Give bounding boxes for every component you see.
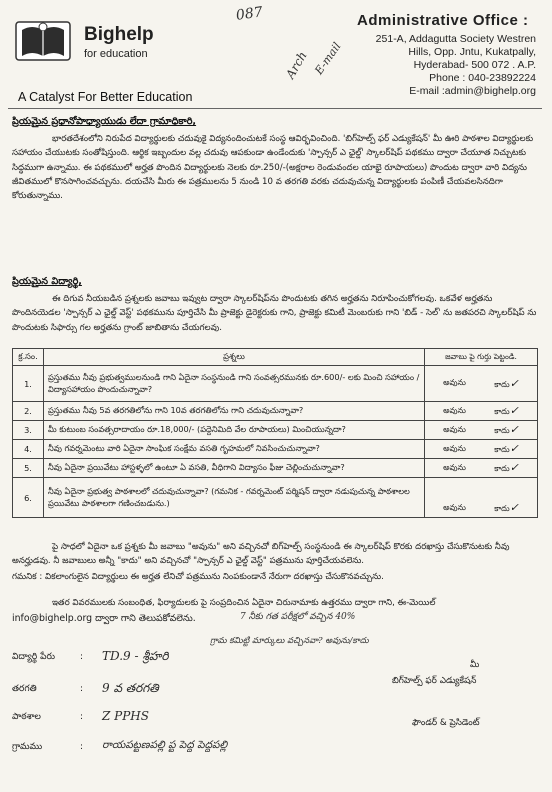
organization-signature: బిగ్‌హెల్ప్ ఫర్ ఎడ్యుకేషన్ [392, 676, 477, 686]
contact-email-line: info@bighelp.org ద్వారా గాని తెలుపకోవలెను. [12, 613, 196, 624]
handwritten-note: గ్రామ కమిట్టి మార్కులు వచ్చినవా? అవును/కాదు [210, 636, 369, 646]
brand-name: Bighelp [84, 24, 154, 45]
answer-cell [425, 440, 538, 459]
table-row [13, 478, 538, 518]
answer-cell [425, 402, 538, 421]
column-header-questions: ప్రశ్నలు [44, 349, 425, 366]
no-option[interactable]: కాదు✓ [494, 423, 519, 436]
student-greeting: ప్రియమైన విద్యార్థి, [12, 276, 82, 287]
table-row [13, 459, 538, 478]
check-mark-icon: ✓ [509, 461, 519, 474]
note-paragraph: గమనిక : వికలాంగులైన విద్యార్థులు ఈ అర్హత లేనిచో పత్రమును నింపకుండానే నేరుగా దరఖాస్తు చేసుకొనవచ్చును. [12, 572, 384, 582]
student-name-value[interactable]: TD.9 - శ్రీహరి [102, 649, 169, 663]
check-mark-icon: ✓ [509, 501, 519, 514]
answer-cell [425, 421, 538, 440]
tagline: A Catalyst For Better Education [18, 90, 193, 104]
class-row: తరగతి : 9 వ తరగతి [12, 684, 83, 696]
no-option[interactable]: కాదు✓ [494, 376, 519, 390]
yes-option[interactable]: అవును [443, 443, 466, 453]
table-row [13, 402, 538, 421]
no-option[interactable]: కాదు✓ [494, 404, 519, 417]
handwritten-number: 087 [235, 4, 264, 24]
village-value[interactable]: రాయపట్టణపల్లి ప్ట పెద్ద పెద్దపల్లి [102, 739, 228, 751]
address-line: 251-A, Addagutta Society Westren [375, 33, 536, 45]
row-number: 1. [13, 366, 44, 402]
address-line: Phone : 040-23892224 [429, 72, 536, 84]
answer-cell [425, 478, 538, 518]
eligibility-paragraph: పై సాధలో ఏదైనా ఒక ప్రశ్నకు మీ జవాబు "అవును" అని వచ్చినచో బిగ్‌హెల్ప్ సంస్థనుండి ఈ స్కాలర్‌షిప్ కొరకు దరఖాస్తు చేసుకొనుటకు నీవు అనర్హుడవు. నీ జవాబులు అన్నీ "కాదు" అని వచ్చినచో "స్పాన్సర్ ఎ ఛైల్డ్ వెస్ట్" పత్రమును పూర్తిచేయవలెను. [12, 542, 510, 567]
question-text: నీవు ఏదైనా ప్రయివేటు హాస్టళ్ళలో ఉంటూ ఏ వసతి, వీధిగాని విద్యాసం ఫీజు చెల్లించుచున్నావా? [44, 459, 425, 478]
salutation: ప్రియమైన ప్రధానోపాధ్యాయుడు లేదా గ్రామాధికారి, [12, 116, 197, 127]
answer-cell [425, 366, 538, 402]
field-label: తరగతి [12, 684, 37, 694]
row-number: 5. [13, 459, 44, 478]
no-option[interactable]: కాదు✓ [494, 442, 519, 455]
address-line: Hyderabad- 500 072 . A.P. [413, 59, 536, 71]
handwritten-note: Arch [283, 49, 310, 81]
table-row [13, 421, 538, 440]
intro-paragraph: భారతదేశంలోని నిరుపేద విద్యార్థులకు చదువుకై విద్యనందించుటకే సంస్థ ఆవిర్భవించింది. 'బిగ్‌హెల్ప్ ఫర్ ఎడ్యుకేషన్' మీ ఊరి పాఠశాల విద్యార్థులకు సహాయం చేయుటకు సంతోషిస్తుంది. ఆర్థిక ఇబ్బందుల వల్ల చదువు ఆపకుండా ఉండేందుకు 'స్పాన్సర్ ఎ ఛైల్డ్' స్కాలర్‌షిప్ పథకము ద్వారా చేయూత నిచ్చుటకు సిద్ధముగా ఉన్నాము. ఈ పథకములో అర్హత పొందిన విద్యార్థులకు నెలకు రూ.250/-(అక్షరాల రెండువందల యాభై రూపాయలు) పొందుట ద్వారా వారి విద్యను జీవితములో కొనసాగించవచ్చును. దయచేసి మీరు ఈ పత్రములను 5 నుండి 10 వ తరగతి వరకు చదువుచున్న విద్యార్థులకు పంపిణీ చేయవలసినదిగా కోరుతున్నాము. [12, 134, 534, 202]
no-option[interactable]: కాదు✓ [494, 461, 519, 474]
yes-option[interactable]: అవును [443, 424, 466, 434]
question-text: ప్రస్తుతము నీవు 5వ తరగతిలోను గాని 10వ తరగతిలోను గాని చదువుచున్నావా? [44, 402, 425, 421]
handwritten-note: E-mail [312, 40, 344, 77]
address-line: Hills, Opp. Jntu, Kukatpally, [408, 46, 536, 58]
row-number: 2. [13, 402, 44, 421]
header-divider [8, 108, 542, 109]
question-text: నీవు ఏదైనా ప్రభుత్వ పాఠశాలలో చదువుచున్నావా? (గమనిక - గవర్నమెంట్ పర్మిషన్ ద్వారా నడుపుచున్న పాఠశాలల ప్రయివేటు పాఠశాలగా గణించబడును.) [44, 478, 425, 518]
check-mark-icon: ✓ [509, 404, 519, 417]
office-title: Administrative Office : [357, 12, 529, 29]
instructions-paragraph: ఈ దిగువ నీయబడిన ప్రశ్నలకు జవాబు ఇవ్వుట ద్వారా స్కాలర్‌షిప్‌ను పొందుటకు తగిన అర్హతను నిరూపించుకోగలవు. ఒకవేళ అర్హతను పొందినయెడల 'స్పాన్సర్ ఎ ఛైల్డ్ వెస్ట్' పథకమును పూర్తిచేసి మీ ప్రాజెక్టు డైరెక్టరుకు గాని, ప్రాజెక్టు కమిటీ మెంబరుకు గాని 'బిడ్ - సెల్' ను జతపరచి స్కాలర్‌షిప్ ను పొందుటకు సిఫార్సు గల అర్హతను గ్రాంట్ జాబితాను చేయగలవు. [12, 294, 537, 333]
village-row: గ్రామము : రాయపట్టణపల్లి ప్ట పెద్ద పెద్దపల్లి [12, 739, 228, 752]
yes-option[interactable]: అవును [443, 502, 466, 512]
student-name-row: విద్యార్థి పేరు : TD.9 - శ్రీహరి [12, 652, 83, 664]
brand-subtitle: for education [84, 48, 148, 60]
field-label: విద్యార్థి పేరు [12, 652, 55, 662]
handwritten-note: 7 నీకు గత పరీక్షలో వచ్చిన 40% [240, 612, 356, 622]
table-row [13, 440, 538, 459]
field-label: పాఠశాల [12, 712, 41, 722]
book-logo-icon [14, 18, 72, 64]
field-label: గ్రామము [12, 742, 43, 752]
check-mark-icon: ✓ [509, 423, 519, 436]
no-option[interactable]: కాదు✓ [494, 501, 519, 514]
answer-cell [425, 459, 538, 478]
question-text: ప్రస్తుతము నీవు ప్రభుత్వములనుండి గాని ఏదైనా సంస్థనుండి గాని సంవత్సరమునకు రూ.600/- లకు మించి సహాయం / విద్యాసహాయం పొందుచున్నావా? [44, 366, 425, 402]
table-header-row [13, 349, 538, 366]
check-mark-icon: ✓ [509, 442, 519, 455]
table-row [13, 366, 538, 402]
yes-option[interactable]: అవును [443, 378, 466, 387]
row-number: 4. [13, 440, 44, 459]
question-text: మీ కుటుంబ సంవత్సరాదాయం రూ.18,000/- (పద్దెనిమిది వేల రూపాయలు) మించియున్నదా? [44, 421, 425, 440]
school-value[interactable]: Z PPHS [102, 709, 149, 723]
founder-title: ఫౌండర్ & ప్రెసిడెంట్ [412, 718, 480, 728]
row-number: 3. [13, 421, 44, 440]
row-number: 6. [13, 478, 44, 518]
class-value[interactable]: 9 వ తరగతి [102, 681, 159, 695]
yes-option[interactable]: అవును [443, 405, 466, 415]
contact-paragraph: ఇతర వివరములకు సంబంధిత, ఫిర్యాదులకు పై సంప్రదించిన ఏదైనా చిరునామాకు ఉత్తరము ద్వారా గాని, ఈ-మెయిల్ [52, 598, 436, 608]
column-header-answer: జవాబు పై గుర్తు పెట్టండి. [425, 349, 538, 366]
column-header-number: క్ర.సం. [13, 349, 44, 366]
questions-table [12, 348, 538, 518]
signoff-line: మీ [470, 660, 480, 670]
check-mark-icon: ✓ [509, 376, 519, 390]
email-line: E-mail :admin@bighelp.org [409, 85, 536, 97]
school-row: పాఠశాల : Z PPHS [12, 709, 149, 723]
yes-option[interactable]: అవును [443, 462, 466, 472]
question-text: నీవు గవర్నమెంటు వారి ఏదైనా సాంఘిక సంక్షేమ వసతి గృహమలో నివసించుచున్నావా? [44, 440, 425, 459]
